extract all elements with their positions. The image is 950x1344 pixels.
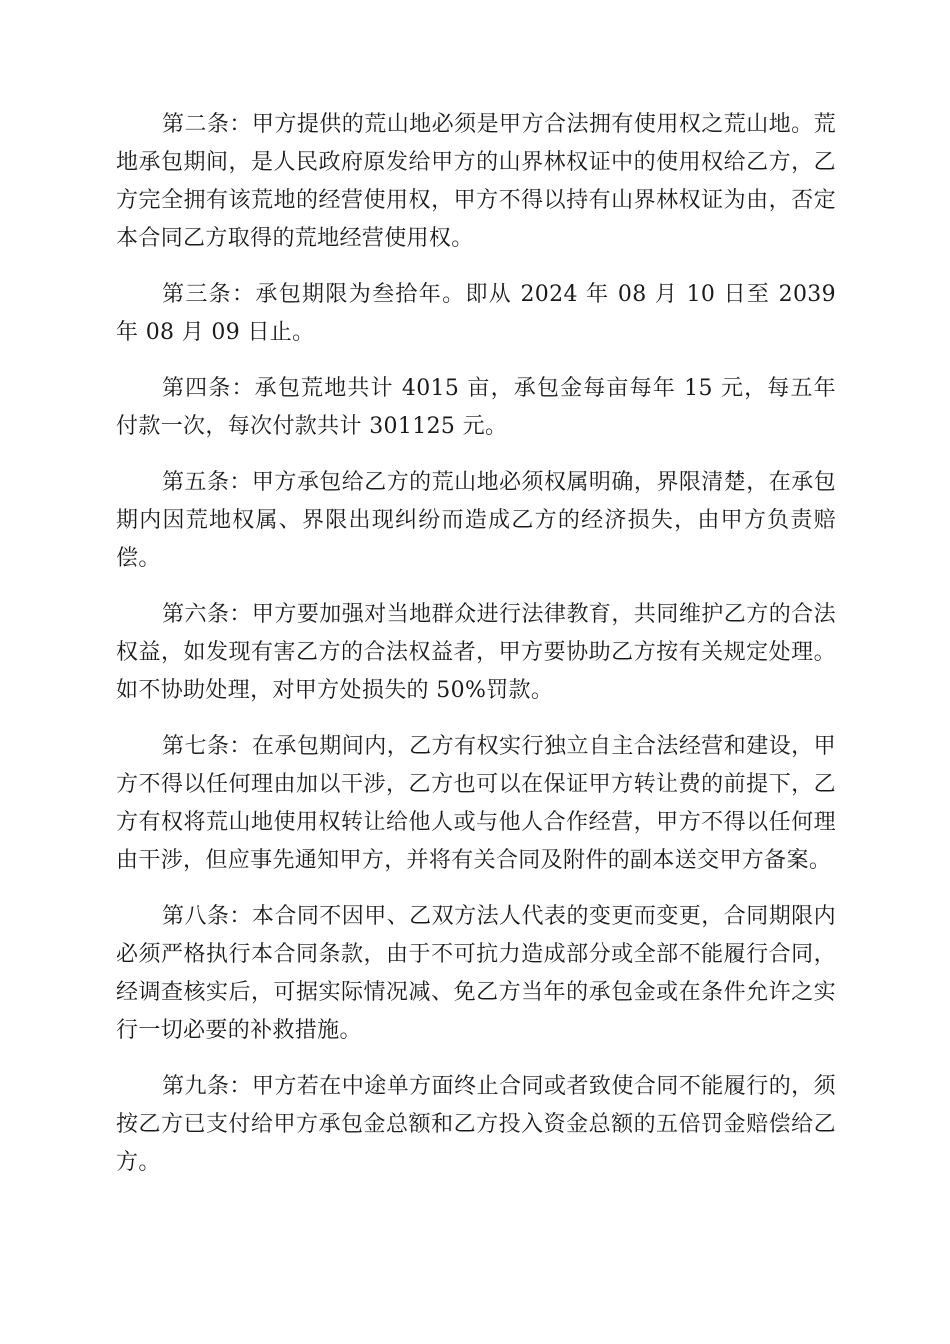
article-8-paragraph: 第八条：本合同不因甲、乙双方法人代表的变更而变更，合同期限内必须严格执行本合同条款，由于不可抗力造成部分或全部不能履行合同，经调查核实后，可据实际情况减、免乙方当年的承包金或在条件允许之实行一切必要的补救措施。 bbox=[116, 904, 836, 1043]
article-5-paragraph: 第五条：甲方承包给乙方的荒山地必须权属明确，界限清楚，在承包期内因荒地权属、界限出现纠纷而造成乙方的经济损失，由甲方负责赔偿。 bbox=[116, 470, 836, 571]
document-body bbox=[116, 106, 836, 1200]
article-4-paragraph: 第四条：承包荒地共计 4015 亩，承包金每亩每年 15 元，每五年付款一次，每次付款共计 301125 元。 bbox=[116, 376, 836, 439]
article-7-paragraph: 第七条：在承包期间内，乙方有权实行独立自主合法经营和建设，甲方不得以任何理由加以干涉，乙方也可以在保证甲方转让费的前提下，乙方有权将荒山地使用权转让给他人或与他人合作经营，甲方不得以任何理由干涉，但应事先通知甲方，并将有关合同及附件的副本送交甲方备案。 bbox=[116, 734, 836, 873]
article-6-paragraph: 第六条：甲方要加强对当地群众进行法律教育，共同维护乙方的合法权益，如发现有害乙方的合法权益者，甲方要协助乙方按有关规定处理。如不协助处理，对甲方处损失的 50%罚款。 bbox=[116, 602, 836, 703]
article-9-paragraph: 第九条：甲方若在中途单方面终止合同或者致使合同不能履行的，须按乙方已支付给甲方承包金总额和乙方投入资金总额的五倍罚金赔偿给乙方。 bbox=[116, 1074, 836, 1175]
article-2-paragraph: 第二条：甲方提供的荒山地必须是甲方合法拥有使用权之荒山地。荒地承包期间，是人民政府原发给甲方的山界林权证中的使用权给乙方，乙方完全拥有该荒地的经营使用权，甲方不得以持有山界林权证为由，否定本合同乙方取得的荒地经营使用权。 bbox=[116, 112, 836, 251]
article-3-paragraph: 第三条：承包期限为叁拾年。即从 2024 年 08 月 10 日至 2039 年 08 月 09 日止。 bbox=[116, 282, 836, 345]
